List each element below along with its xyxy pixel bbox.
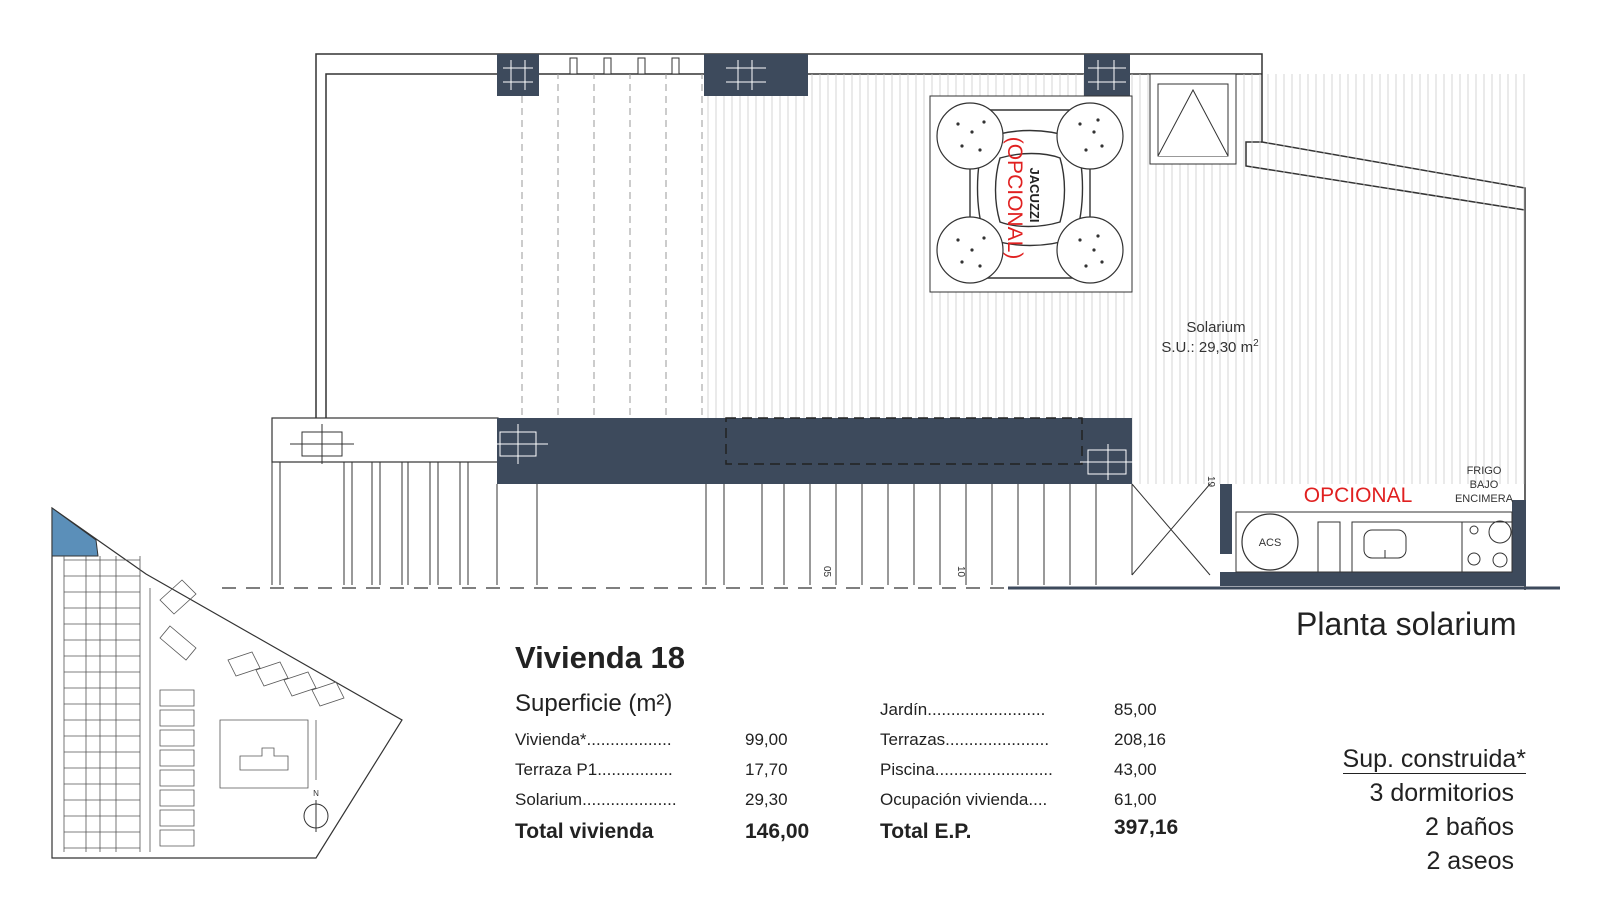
total-value: 146,00 [745, 820, 810, 843]
acs-label: ACS [1258, 537, 1282, 549]
row-label: Solarium.................... [515, 790, 677, 809]
surface-table-right [880, 700, 1220, 850]
optional-label: OPCIONAL [1303, 484, 1413, 507]
fridge-label-2: BAJO [1469, 479, 1499, 491]
total-value: 397,16 [1114, 816, 1179, 839]
row-label: Piscina......................... [880, 760, 1053, 779]
row-value: 43,00 [1114, 760, 1157, 779]
row-value: 61,00 [1114, 790, 1157, 809]
built-heading: Sup. construida* [1342, 745, 1526, 773]
stair-number-19: 19 [1205, 476, 1216, 488]
row-value: 208,16 [1114, 730, 1166, 749]
row-label: Jardín......................... [880, 700, 1046, 719]
skylight [1150, 74, 1236, 164]
row-value: 17,70 [745, 760, 788, 779]
surface-table-left [515, 730, 835, 850]
row-label: Vivienda*.................. [515, 730, 672, 749]
row-label: Terraza P1................ [515, 760, 673, 779]
fridge-label-3: ENCIMERA [1454, 493, 1514, 505]
row-label: Terrazas...................... [880, 730, 1050, 749]
unit-title: Vivienda 18 [515, 640, 686, 675]
room-area-sup: 2 [1253, 338, 1259, 349]
fridge-label-1: FRIGO [1466, 465, 1502, 477]
bathrooms-count: 2 baños [1425, 813, 1514, 841]
stair-number-05: 05 [821, 566, 832, 578]
stair-number-10: 10 [955, 566, 966, 578]
room-area-text: S.U.: 29,30 m [1161, 339, 1254, 356]
total-label: Total E.P. [880, 820, 972, 843]
row-value: 99,00 [745, 730, 788, 749]
bedrooms-count: 3 dormitorios [1369, 779, 1514, 807]
row-value: 85,00 [1114, 700, 1157, 719]
north-label: N [313, 789, 319, 798]
surface-heading: Superficie (m²) [515, 690, 673, 717]
total-label: Total vivienda [515, 820, 654, 843]
built-summary [1290, 742, 1526, 878]
beam-bottom [272, 418, 1134, 484]
view-title: Planta solarium [1296, 606, 1517, 642]
row-value: 29,30 [745, 790, 788, 809]
jacuzzi [930, 96, 1132, 292]
site-key-plan [52, 508, 402, 858]
jacuzzi-optional-label: (OPCIONAL) [1003, 136, 1026, 260]
jacuzzi-label: JACUZZI [1027, 167, 1042, 223]
room-area [1161, 338, 1259, 356]
row-label: Ocupación vivienda.... [880, 790, 1048, 809]
room-name: Solarium [1186, 319, 1246, 336]
toilets-count: 2 aseos [1426, 847, 1514, 875]
